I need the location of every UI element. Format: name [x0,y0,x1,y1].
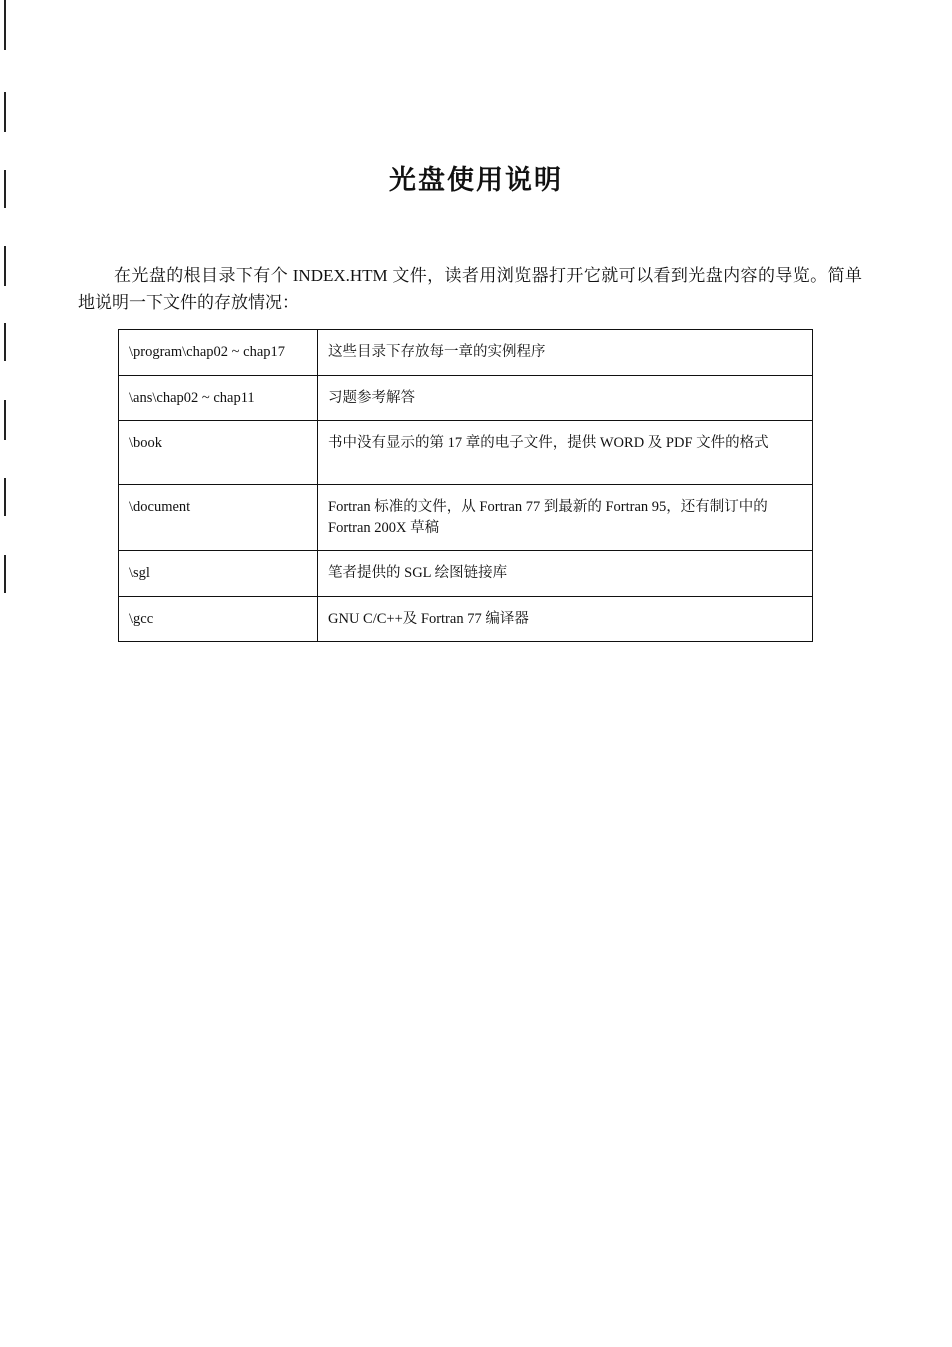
directory-table [118,329,813,642]
directory-path: \book [119,421,318,485]
binding-mark [4,555,6,593]
table-row [119,330,813,376]
table-row [119,376,813,421]
directory-description: 笔者提供的 SGL 绘图链接库 [318,551,813,597]
directory-path: \sgl [119,551,318,597]
table-row [119,597,813,642]
directory-description: 书中没有显示的第 17 章的电子文件，提供 WORD 及 PDF 文件的格式 [318,421,813,485]
binding-mark [4,400,6,440]
table-row [119,551,813,597]
binding-mark [4,246,6,286]
table-row [119,485,813,551]
directory-description: Fortran 标准的文件，从 Fortran 77 到最新的 Fortran 95，还有制订中的 Fortran 200X 草稿 [318,485,813,551]
directory-description: 这些目录下存放每一章的实例程序 [318,330,813,376]
table-row [119,421,813,485]
binding-mark [4,0,6,50]
directory-path: \ans\chap02 ~ chap11 [119,376,318,421]
directory-path: \gcc [119,597,318,642]
binding-mark [4,323,6,361]
directory-path: \document [119,485,318,551]
directory-path: \program\chap02 ~ chap17 [119,330,318,376]
directory-description: 习题参考解答 [318,376,813,421]
intro-paragraph: 在光盘的根目录下有个 INDEX.HTM 文件，读者用浏览器打开它就可以看到光盘内容的导览。简单地说明一下文件的存放情况： [78,266,862,312]
binding-mark [4,92,6,132]
binding-mark [4,478,6,516]
page-title: 光盘使用说明 [389,165,563,196]
directory-description: GNU C/C++及 Fortran 77 编译器 [318,597,813,642]
